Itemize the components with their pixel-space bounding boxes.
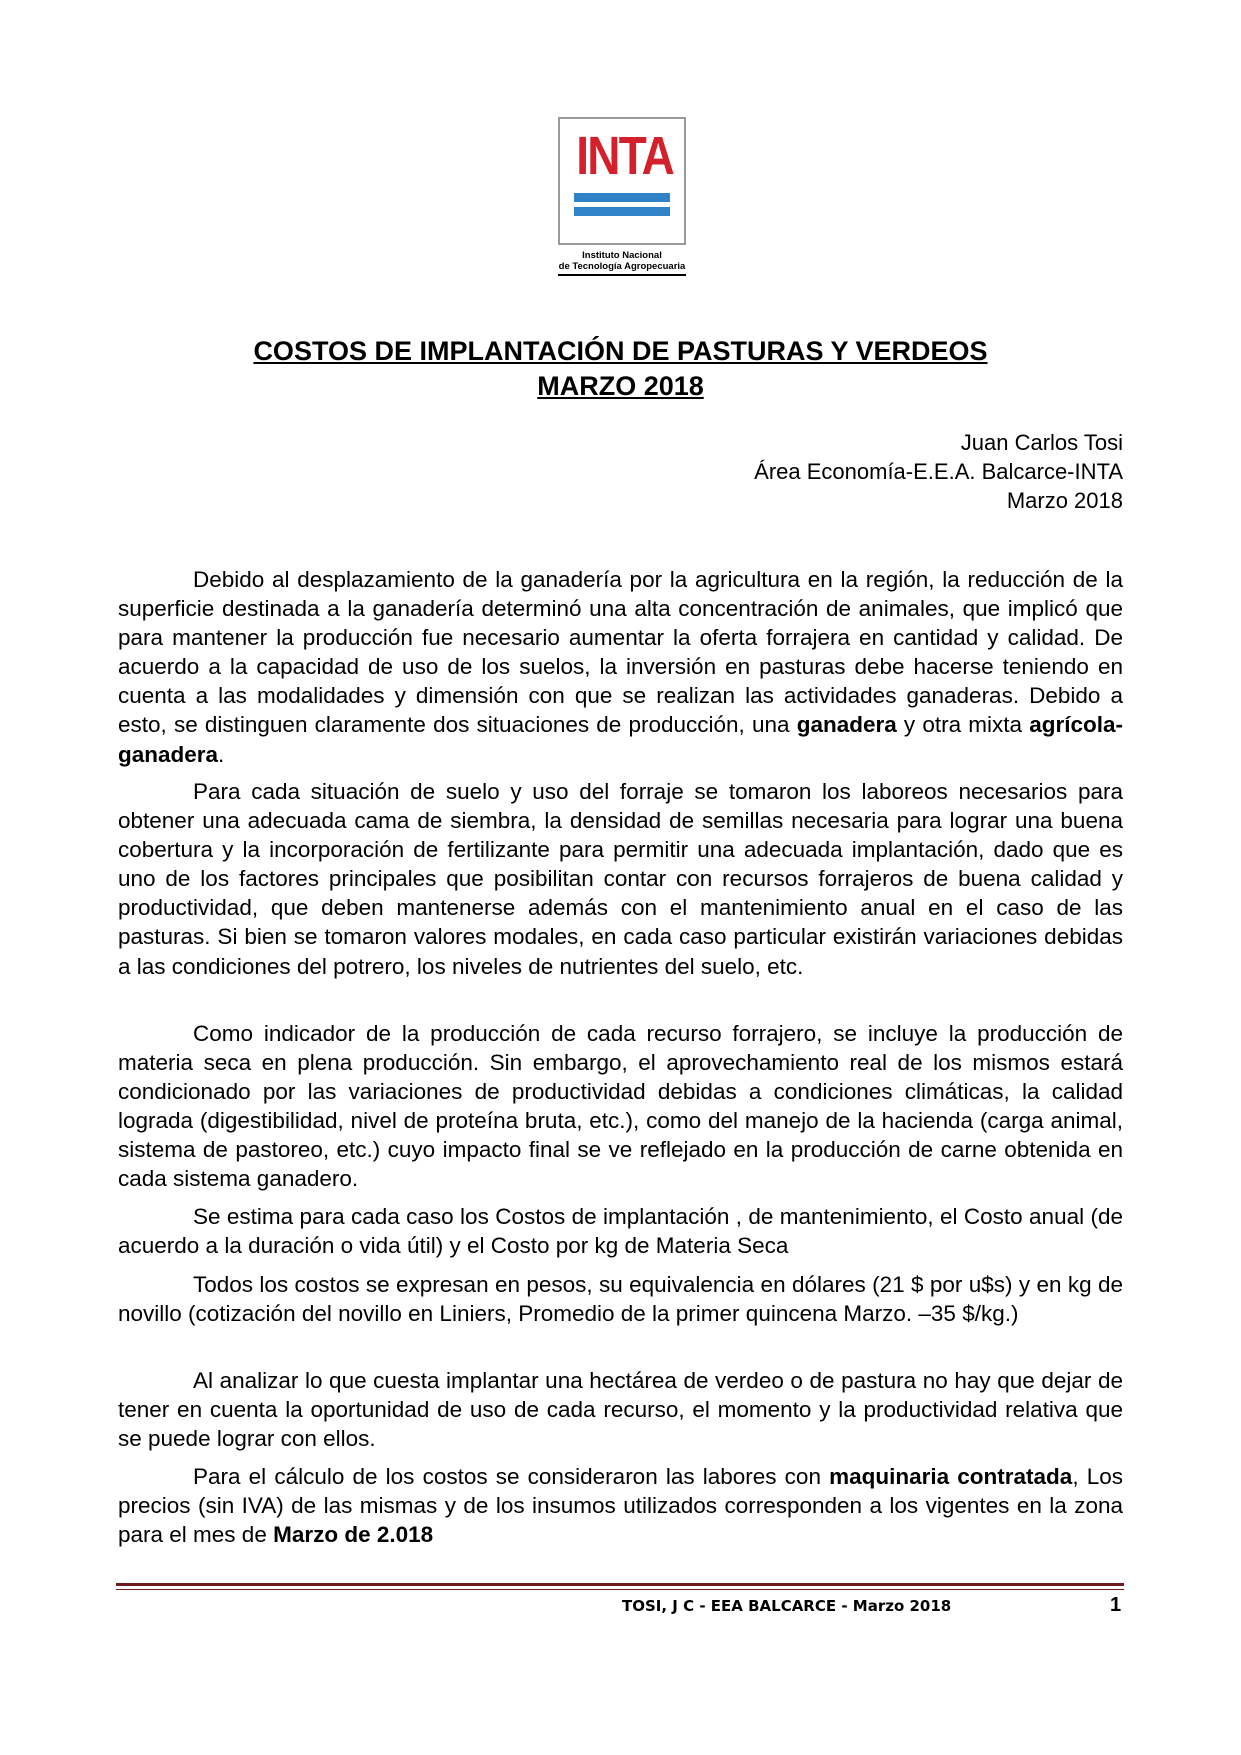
logo-subtitle-line2: de Tecnología Agropecuaria [558,261,686,272]
paragraph-6: Al analizar lo que cuesta implantar una hectárea de verdeo o de pastura no hay que dejar de tener en cuenta la oportunidad de uso de cada recurso, el momento y la productividad relativa que se puede lograr con ellos. [118,1368,1123,1452]
paragraph-1 [118,565,1123,769]
p1-text-3: . [218,741,225,767]
p1-bold-agricola: agrícola-ganadera [118,712,1123,767]
p1-text: Debido al desplazamiento de la ganadería por la agricultura en la región, la reducción de la superficie destinada a la ganadería determinó una alta concentración de animales, que implicó que para mantener la producción fue necesario aumentar la oferta forrajera en cantidad y calidad. De acuerdo a la capacidad de uso de los suelos, la inversión en pasturas debe hacerse teniendo en cuenta a las modalidades y dimensión con que se realizan las actividades ganaderas. Debido a esto, se distinguen claramente dos situaciones de producción, una [118,567,1123,738]
p7-text: Para el cálculo de los costos se consideraron las labores con [193,1464,830,1489]
p7-text-2: , Los precios (sin IVA) de las mismas y de los insumos utilizados corresponden a los vigentes en la zona para el mes de [118,1464,1123,1548]
p7-bold-date: Marzo de 2.018 [273,1522,434,1548]
p1-bold-ganadera: ganadera [796,712,897,738]
p1-text-2: y otra mixta [896,712,1030,738]
paragraph-7 [118,1462,1123,1549]
footer-rule-thick [116,1583,1124,1586]
author-affiliation: Área Economía-E.E.A. Balcarce-INTA [754,459,1123,484]
paragraph-5: Todos los costos se expresan en pesos, su equivalencia en dólares (21 $ por u$s) y en kg de novillo (cotización del novillo en Liniers, Promedio de la primer quincena Marzo. –35 $/kg.) [118,1272,1123,1327]
paragraph-2: Para cada situación de suelo y uso del forraje se tomaron los laboreos necesarios para obtener una adecuada cama de siembra, la densidad de semillas necesaria para lograr una buena cobertura y la incorporación de fertilizante para permitir una adecuada implantación, dado que es uno de los factores principales que posibilitan contar con recursos forrajeros de buena calidad y productividad, que deben mantenerse además con el mantenimiento anual en el caso de las pasturas. Si bien se tomaron valores modales, en cada caso particular existirán variaciones debidas a las condiciones del potrero, los niveles de nutrientes del suelo, etc. [118,779,1123,979]
logo-wordmark: INTA [576,126,674,186]
logo-stripe-bottom [574,207,670,216]
logo-subtitle [558,250,686,272]
author-date: Marzo 2018 [1006,488,1123,513]
title-line1: COSTOS DE IMPLANTACIÓN DE PASTURAS Y VERDEOS [253,336,988,366]
inta-logo [558,117,686,277]
footer-text: TOSI, J C - EEA BALCARCE - Marzo 2018 [622,1597,952,1615]
logo-stripe-top [574,193,670,202]
page-number: 1 [1110,1594,1122,1616]
logo-subtitle-line1: Instituto Nacional [582,250,662,261]
logo-frame [558,117,686,245]
footer-rule-thin [116,1589,1124,1590]
paragraph-3: Como indicador de la producción de cada recurso forrajero, se incluye la producción de materia seca en plena producción. Sin embargo, el aprovechamiento real de los mismos estará condicionado por las variaciones de productividad debidas a condiciones climáticas, la calidad lograda (digestibilidad, nivel de proteína bruta, etc.), como del manejo de la hacienda (carga animal, sistema de pastoreo, etc.) cuyo impacto final se ve reflejado en la producción de carne obtenida en cada sistema ganadero. [118,1021,1123,1192]
title-line2: MARZO 2018 [537,371,704,401]
p7-bold-maquinaria: maquinaria contratada [829,1464,1073,1489]
logo-underline [558,274,686,276]
author-name: Juan Carlos Tosi [960,430,1123,455]
paragraph-4: Se estima para cada caso los Costos de implantación , de mantenimiento, el Costo anual (de acuerdo a la duración o vida útil) y el Costo por kg de Materia Seca [118,1204,1123,1259]
